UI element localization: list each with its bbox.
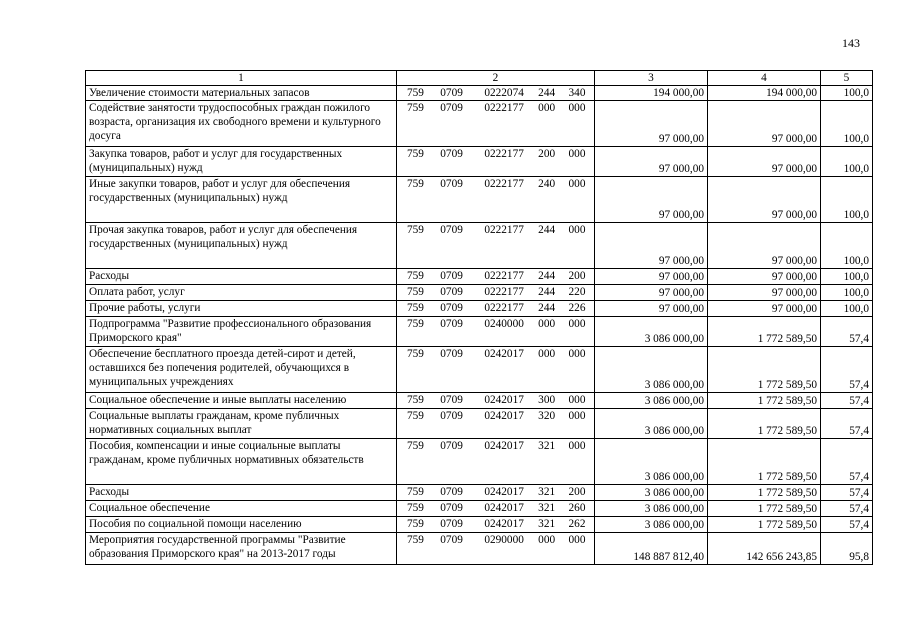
code-c4: 244 (538, 270, 556, 282)
code-c5: 000 (568, 440, 586, 452)
code-c4: 244 (538, 224, 556, 236)
planned-amount: 97 000,00 (595, 269, 708, 285)
table-row (86, 409, 873, 439)
percent-executed: 100,0 (821, 86, 873, 101)
row-code (397, 101, 595, 147)
table-row (86, 177, 873, 223)
code-c5: 220 (568, 286, 586, 298)
row-code (397, 409, 595, 439)
code-c4: 320 (538, 410, 556, 422)
row-code (397, 517, 595, 533)
code-c5: 000 (568, 224, 586, 236)
row-name: Социальное обеспечение и иные выплаты населению (86, 393, 397, 409)
row-code (397, 501, 595, 517)
header-col-2: 2 (397, 71, 595, 86)
row-name: Иные закупки товаров, работ и услуг для обеспечения государственных (муниципальных) нужд (86, 177, 397, 223)
table-row (86, 317, 873, 347)
code-c3: 0222177 (484, 270, 524, 282)
code-c3: 0222177 (484, 286, 524, 298)
row-code (397, 285, 595, 301)
code-c3: 0222177 (484, 224, 524, 236)
code-c2: 0709 (440, 286, 463, 298)
percent-executed: 100,0 (821, 285, 873, 301)
row-code (397, 317, 595, 347)
code-c3: 0242017 (484, 440, 524, 452)
table-row (86, 269, 873, 285)
table-row (86, 347, 873, 393)
actual-amount: 1 772 589,50 (708, 517, 821, 533)
code-c4: 000 (538, 102, 556, 114)
actual-amount: 1 772 589,50 (708, 317, 821, 347)
row-name: Прочая закупка товаров, работ и услуг для обеспечения государственных (муниципальных) нужд (86, 223, 397, 269)
row-name: Увеличение стоимости материальных запасов (86, 86, 397, 101)
code-c2: 0709 (440, 87, 463, 99)
table-row (86, 533, 873, 565)
actual-amount: 1 772 589,50 (708, 501, 821, 517)
code-c5: 000 (568, 534, 586, 546)
code-c5: 226 (568, 302, 586, 314)
code-c2: 0709 (440, 394, 463, 406)
code-c2: 0709 (440, 270, 463, 282)
table-row (86, 86, 873, 101)
percent-executed: 100,0 (821, 301, 873, 317)
table-row (86, 147, 873, 177)
row-code (397, 485, 595, 501)
code-c3: 0242017 (484, 502, 524, 514)
table-row (86, 485, 873, 501)
code-c4: 244 (538, 87, 556, 99)
code-c5: 000 (568, 348, 586, 360)
code-c4: 321 (538, 518, 556, 530)
row-name: Пособия по социальной помощи населению (86, 517, 397, 533)
code-c3: 0242017 (484, 486, 524, 498)
table-row (86, 501, 873, 517)
row-name: Содействие занятости трудоспособных граждан пожилого возраста, организация их свободного времени и культурного досуга (86, 101, 397, 147)
code-c2: 0709 (440, 410, 463, 422)
code-c4: 300 (538, 394, 556, 406)
code-c1: 759 (407, 102, 424, 114)
percent-executed: 57,4 (821, 393, 873, 409)
code-c5: 200 (568, 486, 586, 498)
code-c4: 321 (538, 486, 556, 498)
actual-amount: 1 772 589,50 (708, 409, 821, 439)
table-row (86, 223, 873, 269)
row-name: Закупка товаров, работ и услуг для государственных (муниципальных) нужд (86, 147, 397, 177)
code-c1: 759 (407, 534, 424, 546)
row-name: Социальное обеспечение (86, 501, 397, 517)
percent-executed: 100,0 (821, 223, 873, 269)
code-c1: 759 (407, 318, 424, 330)
actual-amount: 1 772 589,50 (708, 485, 821, 501)
code-c3: 0222177 (484, 178, 524, 190)
code-c1: 759 (407, 148, 424, 160)
code-c3: 0290000 (484, 534, 524, 546)
planned-amount: 97 000,00 (595, 285, 708, 301)
planned-amount: 194 000,00 (595, 86, 708, 101)
code-c1: 759 (407, 486, 424, 498)
actual-amount: 1 772 589,50 (708, 439, 821, 485)
code-c5: 260 (568, 502, 586, 514)
planned-amount: 3 086 000,00 (595, 501, 708, 517)
row-code (397, 533, 595, 565)
code-c1: 759 (407, 440, 424, 452)
planned-amount: 97 000,00 (595, 101, 708, 147)
row-code (397, 347, 595, 393)
code-c2: 0709 (440, 302, 463, 314)
percent-executed: 57,4 (821, 347, 873, 393)
code-c2: 0709 (440, 178, 463, 190)
code-c2: 0709 (440, 440, 463, 452)
code-c2: 0709 (440, 318, 463, 330)
code-c1: 759 (407, 224, 424, 236)
code-c5: 262 (568, 518, 586, 530)
code-c3: 0240000 (484, 318, 524, 330)
actual-amount: 194 000,00 (708, 86, 821, 101)
actual-amount: 1 772 589,50 (708, 393, 821, 409)
planned-amount: 3 086 000,00 (595, 409, 708, 439)
actual-amount: 97 000,00 (708, 269, 821, 285)
code-c2: 0709 (440, 102, 463, 114)
planned-amount: 3 086 000,00 (595, 517, 708, 533)
code-c5: 000 (568, 318, 586, 330)
row-name: Обеспечение бесплатного проезда детей-сирот и детей, оставшихся без попечения родителей, обучающихся в муниципальных учреждениях (86, 347, 397, 393)
budget-table (85, 70, 873, 565)
code-c5: 000 (568, 410, 586, 422)
row-name: Мероприятия государственной программы "Развитие образования Приморского края" на 2013-2017 годы (86, 533, 397, 565)
actual-amount: 97 000,00 (708, 101, 821, 147)
percent-executed: 57,4 (821, 485, 873, 501)
percent-executed: 57,4 (821, 501, 873, 517)
row-code (397, 86, 595, 101)
code-c1: 759 (407, 348, 424, 360)
code-c5: 000 (568, 148, 586, 160)
code-c1: 759 (407, 394, 424, 406)
percent-executed: 95,8 (821, 533, 873, 565)
row-name: Расходы (86, 485, 397, 501)
code-c1: 759 (407, 302, 424, 314)
code-c1: 759 (407, 518, 424, 530)
code-c5: 000 (568, 394, 586, 406)
code-c3: 0222074 (484, 87, 524, 99)
code-c5: 000 (568, 178, 586, 190)
row-name: Расходы (86, 269, 397, 285)
actual-amount: 97 000,00 (708, 177, 821, 223)
code-c2: 0709 (440, 148, 463, 160)
row-name: Прочие работы, услуги (86, 301, 397, 317)
planned-amount: 97 000,00 (595, 147, 708, 177)
table-row (86, 301, 873, 317)
code-c4: 200 (538, 148, 556, 160)
header-col-5: 5 (821, 71, 873, 86)
percent-executed: 57,4 (821, 317, 873, 347)
code-c1: 759 (407, 87, 424, 99)
code-c3: 0242017 (484, 410, 524, 422)
row-name: Пособия, компенсации и иные социальные выплаты гражданам, кроме публичных нормативных обязательств (86, 439, 397, 485)
planned-amount: 97 000,00 (595, 301, 708, 317)
code-c3: 0242017 (484, 348, 524, 360)
header-col-3: 3 (595, 71, 708, 86)
table-body (86, 86, 873, 565)
code-c4: 240 (538, 178, 556, 190)
table-row (86, 285, 873, 301)
actual-amount: 1 772 589,50 (708, 347, 821, 393)
table-header-row (86, 71, 873, 86)
percent-executed: 100,0 (821, 147, 873, 177)
row-code (397, 269, 595, 285)
code-c3: 0222177 (484, 302, 524, 314)
code-c3: 0222177 (484, 148, 524, 160)
row-code (397, 147, 595, 177)
code-c2: 0709 (440, 486, 463, 498)
planned-amount: 3 086 000,00 (595, 439, 708, 485)
code-c1: 759 (407, 178, 424, 190)
header-col-4: 4 (708, 71, 821, 86)
code-c1: 759 (407, 270, 424, 282)
code-c3: 0242017 (484, 394, 524, 406)
code-c1: 759 (407, 286, 424, 298)
actual-amount: 97 000,00 (708, 147, 821, 177)
code-c5: 000 (568, 102, 586, 114)
code-c4: 321 (538, 502, 556, 514)
planned-amount: 3 086 000,00 (595, 317, 708, 347)
actual-amount: 97 000,00 (708, 285, 821, 301)
code-c2: 0709 (440, 348, 463, 360)
percent-executed: 100,0 (821, 177, 873, 223)
code-c1: 759 (407, 502, 424, 514)
percent-executed: 57,4 (821, 517, 873, 533)
code-c2: 0709 (440, 502, 463, 514)
row-code (397, 301, 595, 317)
page-number: 143 (842, 36, 860, 50)
planned-amount: 97 000,00 (595, 223, 708, 269)
planned-amount: 97 000,00 (595, 177, 708, 223)
row-code (397, 439, 595, 485)
code-c5: 340 (568, 87, 586, 99)
planned-amount: 3 086 000,00 (595, 485, 708, 501)
code-c4: 000 (538, 348, 556, 360)
planned-amount: 148 887 812,40 (595, 533, 708, 565)
percent-executed: 100,0 (821, 269, 873, 285)
row-name: Подпрограмма "Развитие профессионального образования Приморского края" (86, 317, 397, 347)
code-c4: 244 (538, 286, 556, 298)
code-c3: 0242017 (484, 518, 524, 530)
actual-amount: 142 656 243,85 (708, 533, 821, 565)
code-c4: 321 (538, 440, 556, 452)
actual-amount: 97 000,00 (708, 223, 821, 269)
code-c4: 244 (538, 302, 556, 314)
row-name: Оплата работ, услуг (86, 285, 397, 301)
table-row (86, 101, 873, 147)
code-c5: 200 (568, 270, 586, 282)
row-code (397, 223, 595, 269)
header-col-1: 1 (86, 71, 397, 86)
percent-executed: 57,4 (821, 409, 873, 439)
planned-amount: 3 086 000,00 (595, 347, 708, 393)
table-row (86, 439, 873, 485)
code-c2: 0709 (440, 518, 463, 530)
row-code (397, 393, 595, 409)
planned-amount: 3 086 000,00 (595, 393, 708, 409)
row-code (397, 177, 595, 223)
code-c2: 0709 (440, 224, 463, 236)
code-c4: 000 (538, 534, 556, 546)
code-c3: 0222177 (484, 102, 524, 114)
code-c4: 000 (538, 318, 556, 330)
row-name: Социальные выплаты гражданам, кроме публичных нормативных социальных выплат (86, 409, 397, 439)
table-row (86, 393, 873, 409)
code-c2: 0709 (440, 534, 463, 546)
table-row (86, 517, 873, 533)
code-c1: 759 (407, 410, 424, 422)
actual-amount: 97 000,00 (708, 301, 821, 317)
percent-executed: 57,4 (821, 439, 873, 485)
percent-executed: 100,0 (821, 101, 873, 147)
